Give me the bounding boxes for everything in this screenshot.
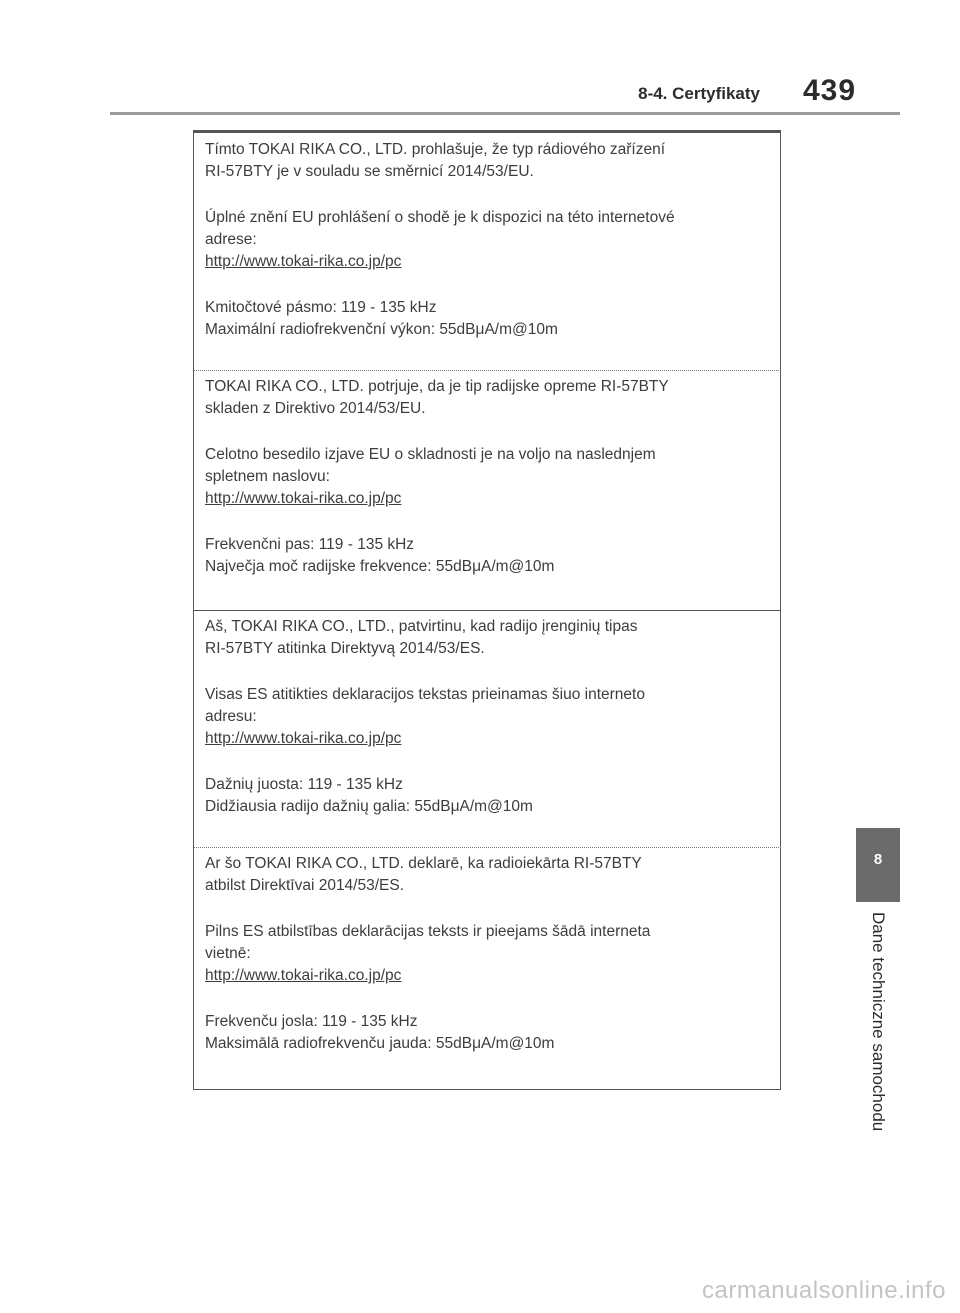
max-power: Največja moč radijske frekvence: 55dBμA/m@10m: [205, 558, 555, 575]
declaration-line: skladen z Direktivo 2014/53/EU.: [205, 400, 426, 417]
chapter-tab: 8: [856, 828, 900, 902]
max-power: Maksimālā radiofrekvenču jauda: 55dBμA/m@10m: [205, 1035, 555, 1052]
certificate-section-slovenian: [194, 376, 781, 578]
max-power: Maximální radiofrekvenční výkon: 55dBμA/m@10m: [205, 321, 558, 338]
availability-line: vietnē:: [205, 945, 251, 962]
frequency-band: Frekvenčni pas: 119 - 135 kHz: [205, 536, 415, 553]
header-divider: [110, 112, 900, 115]
declaration-url[interactable]: http://www.tokai-rika.co.jp/pc: [205, 490, 402, 507]
availability-line: Celotno besedilo izjave EU o skladnosti je na voljo na naslednjem: [205, 446, 656, 463]
declaration-line: TOKAI RIKA CO., LTD. potrjuje, da je tip radijske opreme RI-57BTY: [205, 378, 669, 395]
max-power: Didžiausia radijo dažnių galia: 55dBμA/m@10m: [205, 798, 533, 815]
declaration-line: Aš, TOKAI RIKA CO., LTD., patvirtinu, kad radijo įrenginių tipas: [205, 618, 638, 635]
frequency-band: Kmitočtové pásmo: 119 - 135 kHz: [205, 299, 437, 316]
frequency-band: Dažnių juosta: 119 - 135 kHz: [205, 776, 403, 793]
availability-line: adresu:: [205, 708, 257, 725]
availability-line: spletnem naslovu:: [205, 468, 330, 485]
availability-line: Visas ES atitikties deklaracijos tekstas prieinamas šiuo interneto: [205, 686, 645, 703]
certificate-box: [193, 130, 781, 1090]
section-divider: [194, 610, 781, 611]
chapter-label: Dane techniczne samochodu: [869, 912, 888, 1132]
declaration-line: Tímto TOKAI RIKA CO., LTD. prohlašuje, že typ rádiového zařízení: [205, 141, 666, 158]
availability-line: Úplné znění EU prohlášení o shodě je k dispozici na této internetové: [205, 209, 675, 226]
availability-line: adrese:: [205, 231, 257, 248]
declaration-line: Ar šo TOKAI RIKA CO., LTD. deklarē, ka radioiekārta RI-57BTY: [205, 855, 642, 872]
certificate-section-lithuanian: [194, 616, 781, 818]
certificate-section-latvian: [194, 853, 781, 1055]
frequency-band: Frekvenču josla: 119 - 135 kHz: [205, 1013, 418, 1030]
declaration-url[interactable]: http://www.tokai-rika.co.jp/pc: [205, 730, 402, 747]
declaration-line: atbilst Direktīvai 2014/53/ES.: [205, 877, 405, 894]
section-title: 8-4. Certyfikaty: [638, 84, 760, 103]
watermark: carmanualsonline.info: [702, 1277, 946, 1304]
section-divider: [194, 847, 781, 848]
declaration-line: RI-57BTY je v souladu se směrnicí 2014/53/EU.: [205, 163, 534, 180]
certificate-section-czech: [194, 139, 781, 341]
declaration-url[interactable]: http://www.tokai-rika.co.jp/pc: [205, 253, 402, 270]
availability-line: Pilns ES atbilstības deklarācijas teksts ir pieejams šādā interneta: [205, 923, 651, 940]
page-number: 439: [803, 74, 857, 107]
declaration-url[interactable]: http://www.tokai-rika.co.jp/pc: [205, 967, 402, 984]
declaration-line: RI-57BTY atitinka Direktyvą 2014/53/ES.: [205, 640, 485, 657]
section-divider: [194, 370, 781, 371]
